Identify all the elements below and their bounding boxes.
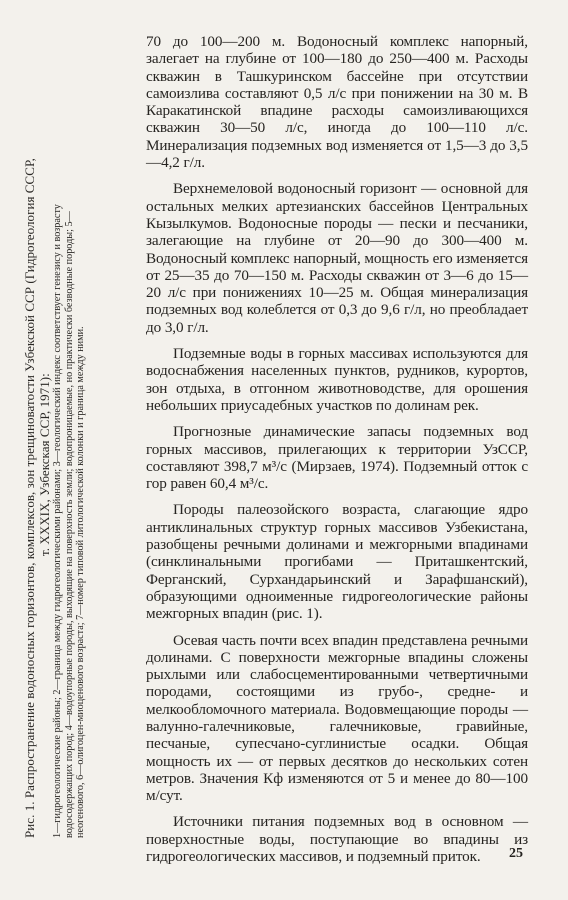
paragraph-7: Источники питания подземных вод в основном — поверхностные воды, поступающие во впадины из гидрогеологических массивов, и подземный приток. <box>146 813 528 866</box>
caption-legend-line-3: неогенового, 6—олигоцен-миоценового возраста; 7—номер типовой литологической колонки и граница между ними. <box>75 326 86 838</box>
page-number: 25 <box>509 846 523 861</box>
paragraph-1: 70 до 100—200 м. Водоносный комплекс напорный, залегает на глубине от 100—180 до 250—400 м. Расходы скважин в Ташкуринском бассейне при отсутствии самоизлива составляют 0,5 л/с при понижении на 30 м. В Каракатинской впадине расходы самоизливающихся скважин 30—50 л/с, иногда до 100—110 л/с. Минерализация подземных вод изменяется от 1,5—3 до 3,5—4,2 г/л. <box>146 33 528 172</box>
paragraph-5: Породы палеозойского возраста, слагающие ядро антиклинальных структур горных массивов Узбекистана, разобщены речными долинами и межгорными впадинами (синклинальными прогибами — Приташкентский, Ферганский, Сурхандарьинский и Зарафшанский), образующими одноименные гидрогеологические районы межгорных впадин (рис. 1). <box>146 501 528 623</box>
caption-title-line-1: Рис. 1. Распространение водоносных горизонтов, комплексов, зон трещиноватости Узбекской ССР (Гидрогеология СССР, <box>22 158 37 838</box>
figure-caption <box>22 28 87 838</box>
paragraph-4: Прогнозные динамические запасы подземных вод горных массивов, прилегающих к территории УзССР, составляют 398,7 м³/с (Мирзаев, 1974). Подземный отток с гор равен 60,4 м³/с. <box>146 423 528 493</box>
caption-legend-line-1: 1—гидрогеологические районы; 2—граница между гидрогеологическими районами; 3—геологический индекс соответствует генезису и возрасту <box>52 204 63 838</box>
body-text <box>146 33 528 874</box>
paragraph-2: Верхнемеловой водоносный горизонт — основной для остальных мелких артезианских бассейнов Центральных Кызылкумов. Водоносные породы — пески и песчаники, залегающие на глубине от 20—90 до 300—400 м. Водоносный комплекс напорный, мощность его изменяется от 25—35 до 70—150 м. Расходы скважин от 3—6 до 15—20 л/с при понижениях 10—25 м. Общая минерализация подземных вод колеблется от 0,3 до 9,6 г/л, но преобладает до 3,0 г/л. <box>146 180 528 336</box>
paragraph-6: Осевая часть почти всех впадин представлена речными долинами. С поверхности межгорные впадины сложены рыхлыми или слабосцементированными четвертичными породами, состоящими из грубо-, средне- и мелкообломочного материала. Водовмещающие породы — валунно-галечниковые, галечниковые, гравийные, песчаные, супесчано-суглинистые осадки. Общая мощность их — от первых десятков до нескольких сотен метров. Значения Кф изменяются от 5 и менее до 80—100 м/сут. <box>146 631 528 805</box>
paragraph-3: Подземные воды в горных массивах используются для водоснабжения населенных пунктов, рудников, курортов, зон отдыха, в отгонном животноводстве, для орошения небольших приусадебных участков по долинам рек. <box>146 345 528 414</box>
caption-legend-line-2: водосодержащих пород; 4—водоупорные породы, выходящие на поверхность земли; водопроницаемые, но практически безводные породы; 5— <box>63 211 75 838</box>
caption-title-line-2: т. XXXIX, Узбекская ССР, 1971): <box>37 373 52 556</box>
